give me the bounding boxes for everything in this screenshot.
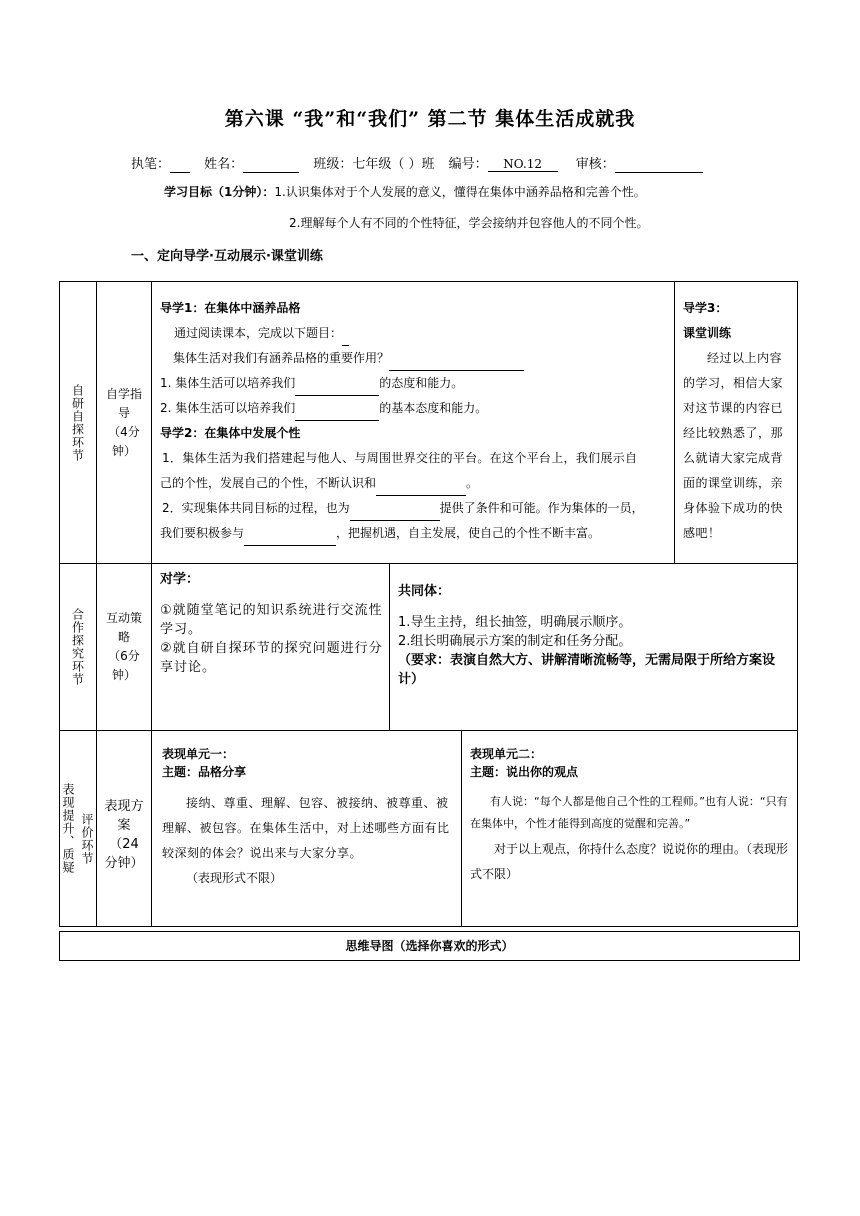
guide2-p1a: 1．集体生活为我们搭建起与他人、与周围世界交往的平台。在这个平台上，我们展示自 [162, 451, 638, 465]
mindmap-box: 思维导图（选择你喜欢的形式） [59, 931, 800, 961]
unit1-text: 接纳、尊重、理解、包容、被接纳、被尊重、被理解、被包容。在集体生活中，对上述哪些方面有比较深刻的体会？说出来与大家分享。 [162, 796, 450, 860]
guide1-title: 导学1：在集体中涵养品格 [160, 301, 301, 315]
strategy-label-3: 表现方 案 （24 分钟） [104, 799, 144, 871]
blank-field[interactable] [295, 406, 379, 421]
review-label: 审核： [575, 157, 615, 172]
guide2-title: 导学2：在集体中发展个性 [160, 426, 301, 440]
blank-field[interactable] [376, 481, 466, 496]
group-item-2: 2.组长明确展示方案的制定和任务分配。 [398, 634, 632, 649]
pair-cell [152, 564, 390, 731]
unit2-quote: 有人说：“每个人都是他自己个性的工程师。”也有人说：“只有在集体中，个性才能得到高度的觉醒和完善。” [470, 795, 788, 830]
guide1-intro: 通过阅读课本，完成以下题目： [160, 321, 674, 346]
stage-cell-1 [60, 282, 97, 564]
objective-1 [164, 183, 646, 200]
guide1-item1: 1. 集体生活可以培养我们 的态度和能力。 [160, 371, 674, 396]
unit1-form: （表现形式不限） [186, 871, 283, 885]
writer-blank [170, 157, 190, 173]
objectives-label: 学习目标（1分钟）： [164, 185, 275, 199]
group-title: 共同体： [398, 584, 451, 599]
strategy-label-1: 自学指 导 （4分 钟） [105, 386, 142, 458]
number-label: 编号： [448, 157, 488, 172]
blank-field[interactable] [244, 531, 336, 546]
blank-field[interactable] [389, 356, 524, 371]
stage-cell-2 [60, 564, 97, 731]
unit2-text: 对于以上观点，你持什么态度？说说你的理由。（表现形式不限） [470, 842, 789, 881]
guide3-text: 经过以上内容的学习，相信大家对这节课的内容已经比较熟悉了，那么就请大家完成背面的课堂训练，亲身体验下成功的快感吧！ [683, 351, 784, 540]
unit1-title: 表现单元一： [162, 747, 235, 761]
guide3-title: 导学3： [683, 301, 728, 315]
strategy-cell-1 [97, 282, 152, 564]
unit2-cell [462, 731, 798, 927]
page-title: 第六课 “我”和“我们” 第二节 集体生活成就我 [224, 108, 636, 130]
name-blank [243, 157, 299, 173]
section-heading: 一、定向导学·互动展示·课堂训练 [131, 249, 323, 264]
pair-title: 对学： [160, 572, 200, 587]
info-line [131, 153, 703, 173]
unit1-theme: 主题：品格分享 [162, 765, 247, 779]
objective-1-text: 1.认识集体对于个人发展的意义，懂得在集体中涵养品格和完善个性。 [274, 185, 646, 199]
guide3-sub: 课堂训练 [683, 326, 732, 340]
class-label: 班级：七年级（ ）班 [313, 157, 435, 172]
guide2-p2a: 2．实现集体共同目标的过程，也为 提供了条件和可能。作为集体的一员， [160, 496, 674, 521]
group-cell [390, 564, 798, 731]
unit1-cell [152, 731, 462, 927]
group-requirement: （要求：表演自然大方、讲解清晰流畅等，无需局限于所给方案设计） [398, 653, 776, 687]
pair-item-1: ①就随堂笔记的知识系统进行交流性学习。 [160, 603, 383, 637]
guide1-item2: 2. 集体生活可以培养我们 的基本态度和能力。 [160, 396, 674, 421]
guide-table [59, 281, 798, 927]
guide2-p2b: 我们要积极参与 ，把握机遇，自主发展，使自己的个性不断丰富。 [160, 521, 674, 546]
guide3-cell [675, 282, 798, 564]
group-item-1: 1.导生主持，组长抽签，明确展示顺序。 [398, 615, 632, 630]
unit2-title: 表现单元二： [470, 747, 543, 761]
writer-label: 执笔： [131, 157, 171, 172]
name-label: 姓名： [204, 157, 244, 172]
number-value: NO.12 [488, 157, 558, 172]
strategy-cell-3 [97, 731, 152, 927]
pair-item-2: ②就自研自探环节的探究问题进行分享讨论。 [160, 641, 383, 675]
blank-field[interactable] [295, 381, 379, 396]
review-blank [615, 157, 703, 173]
strategy-cell-2 [97, 564, 152, 731]
guide-content-cell [152, 282, 675, 564]
guide1-question: 集体生活对我们有涵养品格的重要作用？ [160, 346, 674, 371]
strategy-label-2: 互动策 略 （6分 钟） [105, 611, 142, 682]
stage-cell-3 [60, 731, 97, 927]
stage-label-2: 合作探究环节 [70, 608, 85, 686]
objective-2: 2.理解每个人有不同的个性特征，学会接纳并包容他人的不同个性。 [289, 216, 649, 230]
stage-label-3: 评价环节 [80, 813, 94, 865]
stage-label-1: 自研自探环节 [70, 383, 85, 462]
blank-field[interactable] [350, 506, 440, 521]
guide2-p1b: 己的个性，发展自己的个性，不断认识和 。 [160, 471, 674, 496]
unit2-theme: 主题：说出你的观点 [470, 765, 579, 779]
stage-label-3b: 表现提升、质疑 [61, 783, 75, 874]
